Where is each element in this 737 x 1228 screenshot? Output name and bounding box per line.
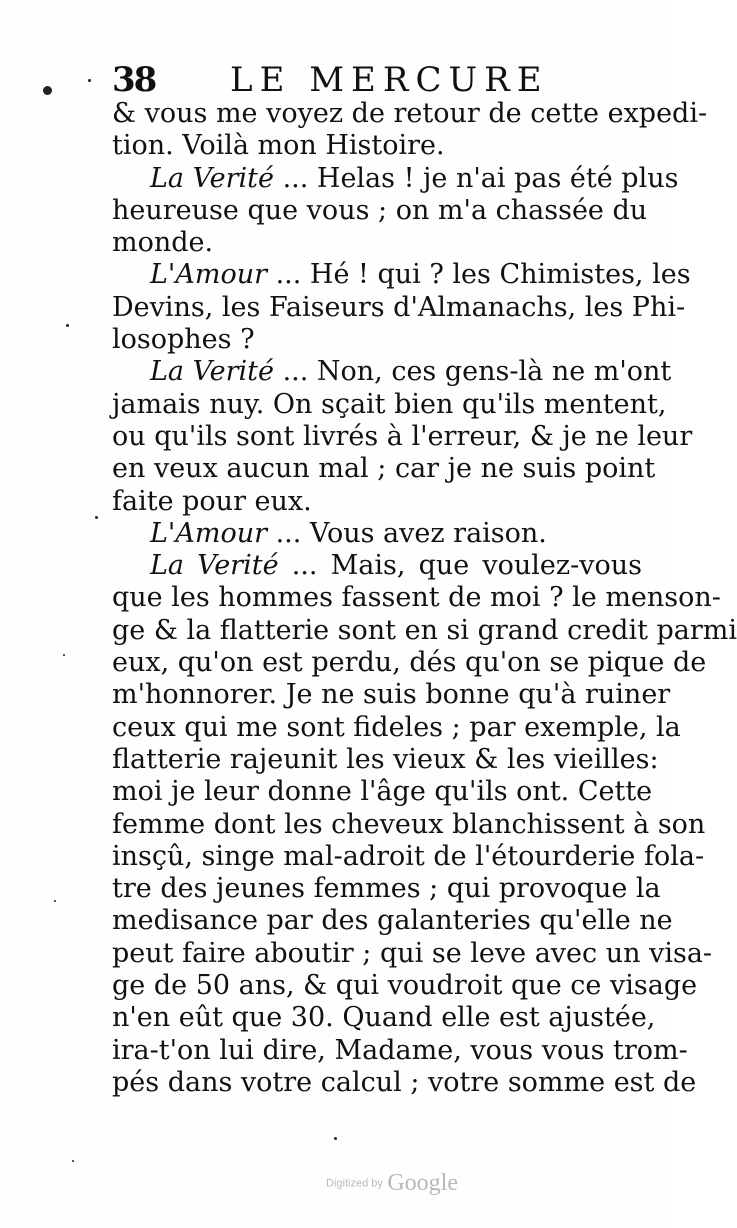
text-line-15 xyxy=(112,550,642,582)
text-line-4: heureuse que vous ; on m'a chassée du xyxy=(112,194,648,226)
speech-text: , vous vous trom- xyxy=(453,1034,688,1066)
speech-text: ... Vous avez raison. xyxy=(267,517,547,549)
emphasized-word: Madame xyxy=(334,1034,454,1066)
ink-speck xyxy=(63,654,65,656)
digitized-watermark xyxy=(326,1170,458,1197)
page-header xyxy=(112,58,552,102)
text-line-26: medisance par des galanteries qu'elle ne xyxy=(112,905,673,937)
page-number: 38 xyxy=(112,60,156,100)
speaker-label: La Verité xyxy=(150,550,279,582)
text-line-24: insçû, singe mal-adroit de l'étourderie fola- xyxy=(112,840,705,872)
speaker-label: La Verité xyxy=(150,162,274,194)
text-line-22: moi je leur donne l'âge qu'ils ont. Cette xyxy=(112,776,653,808)
text-line-31: pés dans votre calcul ; votre somme est de xyxy=(112,1066,697,1098)
ink-speck xyxy=(334,1137,337,1140)
ink-speck xyxy=(43,86,52,95)
text-line-6 xyxy=(112,259,691,291)
text-line-13: faite pour eux. xyxy=(112,485,312,517)
speech-text: ... Mais, que voulez-vous xyxy=(278,550,642,582)
ink-speck xyxy=(66,324,69,327)
text-line-17: ge & la flatterie sont en si grand credit parmi xyxy=(112,614,737,646)
google-logo: Google xyxy=(387,1170,458,1196)
ink-speck xyxy=(88,79,91,82)
text-line-16: que les hommes fassent de moi ? le menson- xyxy=(112,582,721,614)
text-line-20: ceux qui me sont fideles ; par exemple, la xyxy=(112,711,681,743)
text-line-19: m'honnorer. Je ne suis bonne qu'à ruiner xyxy=(112,679,671,711)
speaker-label: L'Amour xyxy=(150,259,268,291)
text-line-10: jamais nuy. On sçait bien qu'ils mentent, xyxy=(112,388,667,420)
text-line-28: ge de 50 ans, & qui voudroit que ce visage xyxy=(112,970,698,1002)
running-title: LE MERCURE xyxy=(230,60,549,100)
speech-text: ... Helas ! je n'ai pas été plus xyxy=(273,162,679,194)
text-line-29: n'en eût que 30. Quand elle est ajustée, xyxy=(112,1002,656,1034)
speech-text: ... Hé ! qui ? les Chimistes, les xyxy=(267,259,691,291)
speaker-label: L'Amour xyxy=(150,517,268,549)
text-line-23: femme dont les cheveux blanchissent à son xyxy=(112,808,706,840)
text-line-14 xyxy=(112,518,642,550)
text-line-9 xyxy=(112,356,672,388)
text-line-18: eux, qu'on est perdu, dés qu'on se pique de xyxy=(112,647,707,679)
ink-speck xyxy=(95,516,98,519)
text-line-5: monde. xyxy=(112,227,214,259)
text-line-8: losophes ? xyxy=(112,324,255,356)
speech-text: ... Non, ces gens-là ne m'ont xyxy=(273,356,672,388)
digitized-by-label: Digitized by xyxy=(326,1177,383,1190)
text-line-12: en veux aucun mal ; car je ne suis point xyxy=(112,453,656,485)
text-line-3 xyxy=(112,162,679,195)
text-line-7: Devins, les Faiseurs d'Almanachs, les Phi- xyxy=(112,291,686,323)
text-line-21: flatterie rajeunit les vieux & les vieilles: xyxy=(112,743,659,775)
text-line-11: ou qu'ils sont livrés à l'erreur, & je ne leur xyxy=(112,420,693,452)
text-line-30 xyxy=(112,1034,688,1067)
body-text xyxy=(112,98,737,1099)
text-line-27: peut faire aboutir ; qui se leve avec un visa- xyxy=(112,937,713,969)
speaker-label: La Verité xyxy=(150,356,274,388)
text-line-2: tion. Voilà mon Histoire. xyxy=(112,130,445,162)
speech-text: ira-t'on lui dire, xyxy=(112,1034,335,1066)
text-line-25: tre des jeunes femmes ; qui provoque la xyxy=(112,873,661,905)
ink-speck xyxy=(54,900,56,902)
text-line-1: & vous me voyez de retour de cette expedi- xyxy=(112,98,708,129)
ink-speck xyxy=(72,1160,74,1162)
